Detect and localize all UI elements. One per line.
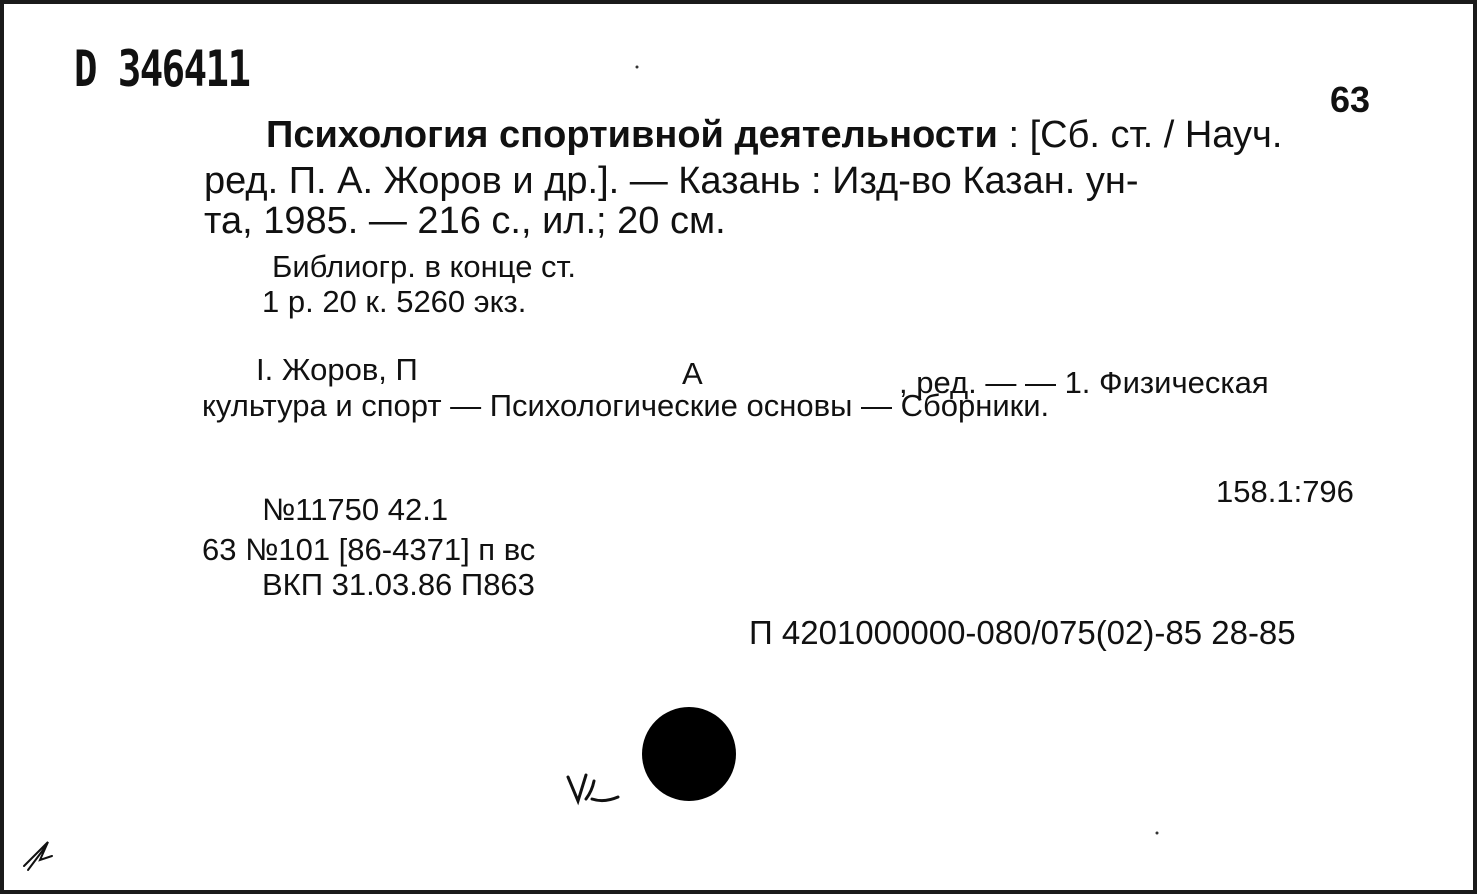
subject-line-1c: , ред. — — 1. Физическая: [899, 365, 1269, 400]
title-rest: : [Сб. ст. / Науч.: [997, 114, 1283, 156]
speck: [634, 64, 640, 70]
isbn-line: П 4201000000-080/075(02)-85 28-85: [749, 614, 1296, 651]
price-copies: 1 р. 20 к. 5260 экз.: [262, 284, 527, 319]
shelf-mark: D 346411: [74, 40, 250, 98]
udc-code: 158.1:796: [1216, 474, 1354, 509]
book-title: Психология спортивной деятельности: [266, 114, 998, 156]
publication-line-2: ред. П. А. Жоров и др.]. — Казань : Изд-во Казан. ун-: [204, 160, 1139, 202]
subject-line-1b: А: [682, 356, 703, 391]
punch-hole: [642, 707, 736, 801]
record-line-1: №11750 42.1: [262, 492, 449, 527]
corner-number: 63: [1330, 79, 1371, 120]
record-line-3: ВКП 31.03.86 П863: [262, 567, 535, 602]
bibliography-note: Библиогр. в конце ст.: [272, 249, 576, 284]
record-line-2: 63 №101 [86-4371] п вс: [202, 532, 536, 567]
speck: [1154, 830, 1160, 836]
title-line: [266, 116, 1282, 154]
corner-scribble: [18, 836, 58, 876]
handwritten-mark: [564, 769, 624, 809]
publication-line-3: та, 1985. — 216 с., ил.; 20 см.: [204, 200, 726, 242]
subject-line-2: культура и спорт — Психологические основы — Сборники.: [202, 388, 1050, 423]
subject-line-1a: I. Жоров, П: [256, 352, 418, 387]
